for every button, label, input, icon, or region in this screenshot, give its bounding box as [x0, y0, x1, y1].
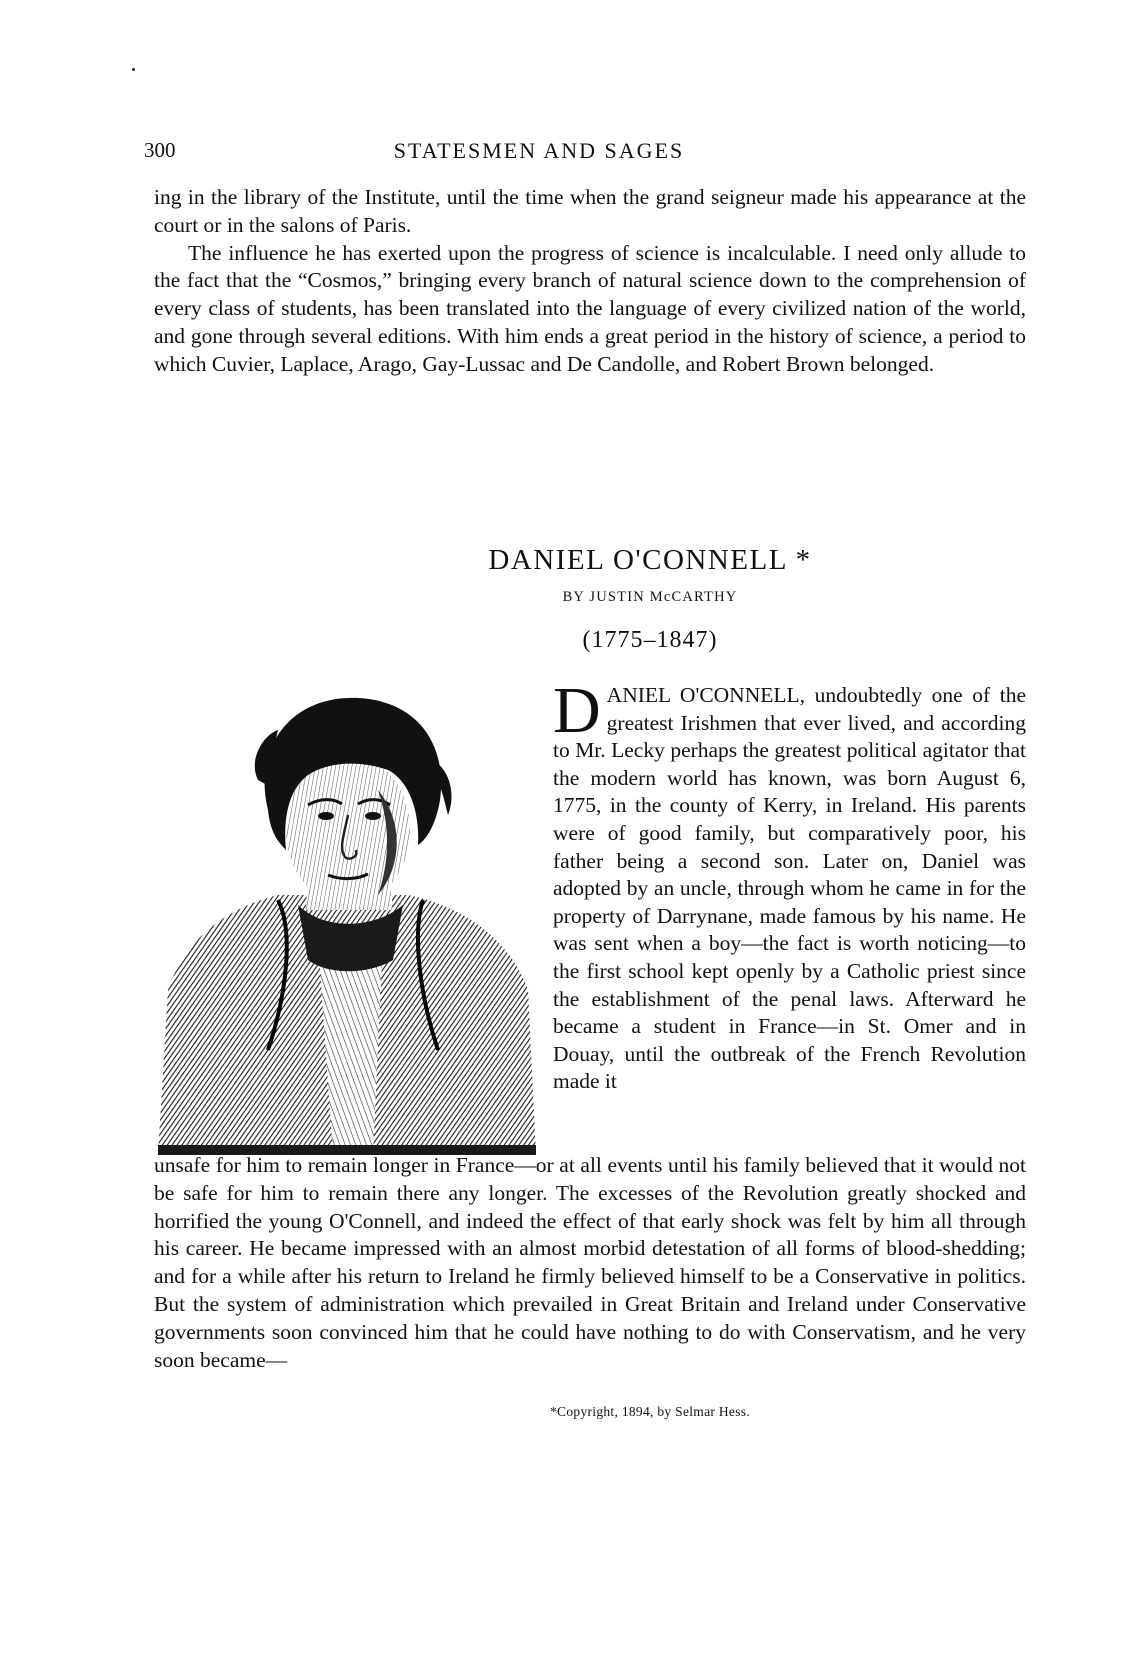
ink-speck [132, 68, 135, 71]
portrait-engraving [158, 690, 536, 1155]
intro-text [154, 184, 1026, 379]
article-title: DANIEL O'CONNELL * [488, 544, 812, 576]
article-byline: BY JUSTIN McCARTHY [562, 589, 738, 605]
lead-small-caps: ANIEL O'CONNELL, [606, 683, 806, 707]
running-head [144, 138, 904, 168]
column-body: undoubtedly one of the greatest Irishmen that ever lived, and according to Mr. Lecky perhaps the greatest political agitator that the modern world has known, was born August 6, 1775, in the county of Kerry, in Ireland. His parents were of good family, but comparatively poor, his father being a second son. Later on, Daniel was adopted by an uncle, through whom he came in for the property of Darrynane, made famous by his name. He was sent when a boy—the fact is worth noticing—to the first school kept openly by a Catholic priest since the establishment of the penal laws. Afterward he became a student in France—in St. Omer and in Douay, until the outbreak of the French Revolution made it [553, 683, 1026, 1094]
page-number: 300 [144, 138, 176, 162]
intro-paragraph-2: The influence he has exerted upon the progress of science is incalculable. I need only allude to the fact that the “Cosmos,” bringing every branch of natural science down to the comprehension of every class of students, has been translated into the language of every civilized nation of the world, and gone through several editions. With him ends a great period in the history of science, a period to which Cuvier, Laplace, Arago, Gay-Lussac and De Candolle, and Robert Brown belonged. [154, 240, 1026, 376]
intro-paragraph-1: ing in the library of the Institute, until the time when the grand seigneur made his appearance at the court or in the salons of Paris. [154, 185, 1026, 237]
article-column-text [553, 674, 1026, 1096]
drop-cap: D [553, 674, 601, 747]
running-title: STATESMEN AND SAGES [393, 138, 685, 163]
article-dates: (1775–1847) [582, 627, 718, 653]
article-full-width-text: unsafe for him to remain longer in France—or at all events until his family believed that it would not be safe for him to remain there any longer. The excesses of the Revolution greatly shocked and horrified the young O'Connell, and indeed the effect of that early shock was felt by him all through his career. He became impressed with an almost morbid detestation of all forms of blood-shedding; and for a while after his return to Ireland he firmly believed himself to be a Conservative in politics. But the system of administration which prevailed in Great Britain and Ireland under Conservative governments soon convinced him that he could have nothing to do with Conservatism, and he very soon became— [154, 1153, 1026, 1372]
copyright-footnote: *Copyright, 1894, by Selmar Hess. [549, 1404, 750, 1419]
